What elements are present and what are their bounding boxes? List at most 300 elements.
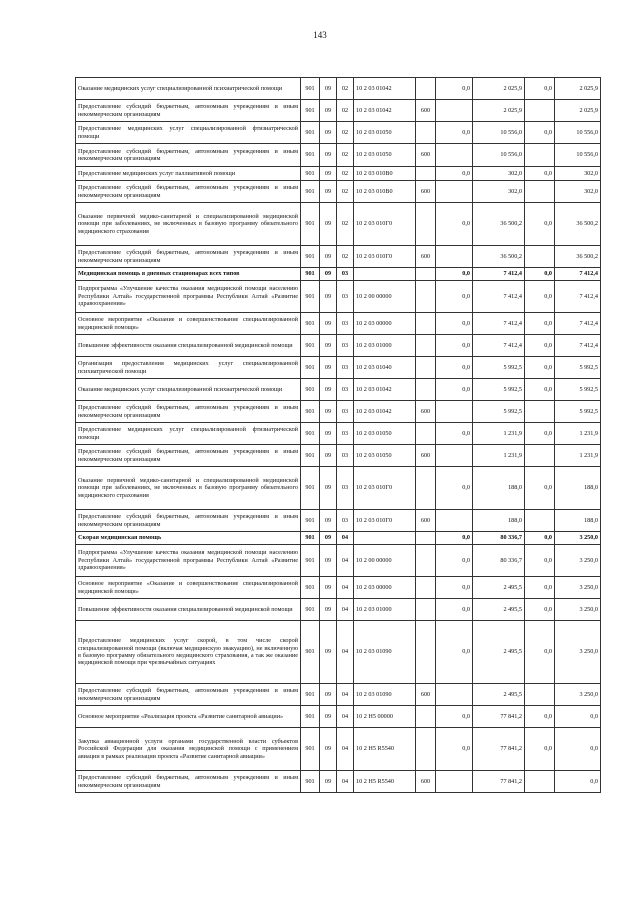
subsection-code: 03 [337, 401, 354, 423]
target-article: 10 2 03 01000 [354, 599, 416, 621]
amount-3: 0,0 [525, 706, 555, 728]
section-code: 09 [320, 728, 337, 771]
subsection-code: 02 [337, 100, 354, 122]
amount-2: 5 992,5 [473, 379, 525, 401]
amount-4: 0,0 [555, 706, 601, 728]
amount-2: 80 336,7 [473, 545, 525, 577]
subsection-code: 02 [337, 122, 354, 144]
amount-2: 77 841,2 [473, 771, 525, 793]
subsection-code: 04 [337, 599, 354, 621]
target-article: 10 2 03 010Г0 [354, 510, 416, 532]
row-name: Повышение эффективности оказания специализированной медицинской помощи [76, 599, 301, 621]
amount-1: 0,0 [436, 281, 473, 313]
admin-code: 901 [301, 246, 320, 268]
amount-3: 0,0 [525, 532, 555, 545]
amount-2: 5 992,5 [473, 401, 525, 423]
row-name: Предоставление медицинских услуг специализированной фтизиатрической помощи [76, 122, 301, 144]
table-row [76, 706, 601, 728]
section-code: 09 [320, 100, 337, 122]
amount-3: 0,0 [525, 728, 555, 771]
table-row [76, 246, 601, 268]
target-article: 10 2 03 01040 [354, 357, 416, 379]
section-code: 09 [320, 268, 337, 281]
amount-3: 0,0 [525, 313, 555, 335]
amount-1: 0,0 [436, 599, 473, 621]
table-row [76, 335, 601, 357]
amount-4: 1 231,9 [555, 445, 601, 467]
subsection-code: 03 [337, 357, 354, 379]
amount-1: 0,0 [436, 706, 473, 728]
target-article: 10 2 03 01000 [354, 335, 416, 357]
expense-type [416, 545, 436, 577]
subsection-code: 03 [337, 445, 354, 467]
expense-type: 600 [416, 246, 436, 268]
table-row [76, 545, 601, 577]
amount-2: 188,0 [473, 510, 525, 532]
amount-2: 1 231,9 [473, 445, 525, 467]
expense-type [416, 423, 436, 445]
section-code: 09 [320, 203, 337, 246]
expense-type [416, 577, 436, 599]
amount-3: 0,0 [525, 599, 555, 621]
amount-3 [525, 510, 555, 532]
target-article [354, 268, 416, 281]
amount-2: 36 500,2 [473, 203, 525, 246]
amount-1 [436, 684, 473, 706]
amount-1: 0,0 [436, 467, 473, 510]
amount-4: 36 500,2 [555, 203, 601, 246]
amount-2: 2 495,5 [473, 577, 525, 599]
section-code: 09 [320, 771, 337, 793]
row-name: Предоставление субсидий бюджетным, автономным учреждениям и иным некоммерческим организациям [76, 181, 301, 203]
amount-3: 0,0 [525, 357, 555, 379]
amount-1: 0,0 [436, 122, 473, 144]
amount-4: 7 412,4 [555, 313, 601, 335]
row-name: Основное мероприятие «Реализация проекта «Развитие санитарной авиации» [76, 706, 301, 728]
target-article: 10 2 03 01042 [354, 78, 416, 100]
table-row [76, 467, 601, 510]
target-article: 10 2 03 01050 [354, 445, 416, 467]
amount-4: 3 250,0 [555, 532, 601, 545]
admin-code: 901 [301, 684, 320, 706]
admin-code: 901 [301, 423, 320, 445]
section-code: 09 [320, 313, 337, 335]
section-code: 09 [320, 246, 337, 268]
amount-1: 0,0 [436, 167, 473, 181]
row-name: Предоставление субсидий бюджетным, автономным учреждениям и иным некоммерческим организациям [76, 246, 301, 268]
amount-1: 0,0 [436, 532, 473, 545]
amount-3 [525, 246, 555, 268]
row-name: Подпрограмма «Улучшение качества оказания медицинской помощи населению Республики Алтай» государственной программы Республики Алтай «Развитие здравоохранения» [76, 545, 301, 577]
subsection-code: 02 [337, 144, 354, 167]
table-row [76, 728, 601, 771]
admin-code: 901 [301, 313, 320, 335]
amount-3: 0,0 [525, 78, 555, 100]
admin-code: 901 [301, 532, 320, 545]
row-name: Предоставление субсидий бюджетным, автономным учреждениям и иным некоммерческим организациям [76, 445, 301, 467]
admin-code: 901 [301, 467, 320, 510]
section-code: 09 [320, 281, 337, 313]
amount-3: 0,0 [525, 577, 555, 599]
table-row [76, 122, 601, 144]
amount-1 [436, 181, 473, 203]
target-article: 10 2 03 010Г0 [354, 467, 416, 510]
row-name: Оказание медицинских услуг специализированной психиатрической помощи [76, 78, 301, 100]
amount-2: 77 841,2 [473, 706, 525, 728]
admin-code: 901 [301, 100, 320, 122]
row-name: Медицинская помощь в дневных стационарах всех типов [76, 268, 301, 281]
amount-2: 188,0 [473, 467, 525, 510]
section-code: 09 [320, 423, 337, 445]
section-code: 09 [320, 599, 337, 621]
admin-code: 901 [301, 335, 320, 357]
amount-3: 0,0 [525, 122, 555, 144]
admin-code: 901 [301, 728, 320, 771]
row-name: Предоставление субсидий бюджетным, автономным учреждениям и иным некоммерческим организациям [76, 684, 301, 706]
amount-3: 0,0 [525, 423, 555, 445]
row-name: Предоставление субсидий бюджетным, автономным учреждениям и иным некоммерческим организациям [76, 100, 301, 122]
amount-2: 7 412,4 [473, 281, 525, 313]
amount-2: 2 495,5 [473, 621, 525, 684]
row-name: Скорая медицинская помощь [76, 532, 301, 545]
subsection-code: 03 [337, 379, 354, 401]
amount-4: 188,0 [555, 467, 601, 510]
amount-4: 302,0 [555, 181, 601, 203]
subsection-code: 03 [337, 313, 354, 335]
subsection-code: 03 [337, 268, 354, 281]
row-name: Основное мероприятие «Оказание и совершенствование специализированной медицинской помощи» [76, 577, 301, 599]
target-article: 10 2 03 01042 [354, 100, 416, 122]
subsection-code: 02 [337, 203, 354, 246]
target-article: 10 2 00 00000 [354, 545, 416, 577]
amount-4: 7 412,4 [555, 268, 601, 281]
expense-type [416, 313, 436, 335]
table-row [76, 144, 601, 167]
section-code: 09 [320, 510, 337, 532]
subsection-code: 04 [337, 706, 354, 728]
expense-type [416, 203, 436, 246]
admin-code: 901 [301, 268, 320, 281]
amount-1 [436, 445, 473, 467]
admin-code: 901 [301, 203, 320, 246]
admin-code: 901 [301, 122, 320, 144]
amount-4: 0,0 [555, 728, 601, 771]
amount-3: 0,0 [525, 167, 555, 181]
section-code: 09 [320, 167, 337, 181]
amount-1: 0,0 [436, 268, 473, 281]
expense-type [416, 706, 436, 728]
expense-type [416, 78, 436, 100]
section-code: 09 [320, 122, 337, 144]
admin-code: 901 [301, 78, 320, 100]
table-row [76, 577, 601, 599]
amount-4: 2 025,9 [555, 100, 601, 122]
target-article: 10 2 00 00000 [354, 281, 416, 313]
amount-1 [436, 771, 473, 793]
amount-1 [436, 100, 473, 122]
section-code: 09 [320, 379, 337, 401]
amount-4: 7 412,4 [555, 335, 601, 357]
amount-3 [525, 684, 555, 706]
amount-4: 0,0 [555, 771, 601, 793]
row-name: Предоставление медицинских услуг паллиативной помощи [76, 167, 301, 181]
row-name: Организация предоставления медицинских услуг специализированной психиатрической помощи [76, 357, 301, 379]
table-row [76, 423, 601, 445]
amount-2: 302,0 [473, 181, 525, 203]
amount-2: 2 495,5 [473, 684, 525, 706]
amount-4: 1 231,9 [555, 423, 601, 445]
row-name: Предоставление медицинских услуг скорой, в том числе скорой специализированной помощи (включая медицинскую эвакуацию), не включенную в базовую программу обязательного медицинского страхования, а так же оказание медицинской помощи при чрезвычайных ситуациях [76, 621, 301, 684]
amount-3: 0,0 [525, 268, 555, 281]
amount-3: 0,0 [525, 467, 555, 510]
section-code: 09 [320, 706, 337, 728]
section-code: 09 [320, 684, 337, 706]
section-code: 09 [320, 445, 337, 467]
admin-code: 901 [301, 545, 320, 577]
admin-code: 901 [301, 599, 320, 621]
section-code: 09 [320, 401, 337, 423]
table-row [76, 532, 601, 545]
amount-2: 302,0 [473, 167, 525, 181]
amount-3 [525, 100, 555, 122]
amount-4: 3 250,0 [555, 545, 601, 577]
amount-4: 10 556,0 [555, 144, 601, 167]
row-name: Предоставление медицинских услуг специализированной фтизиатрической помощи [76, 423, 301, 445]
admin-code: 901 [301, 706, 320, 728]
subsection-code: 03 [337, 281, 354, 313]
amount-4: 36 500,2 [555, 246, 601, 268]
amount-4: 10 556,0 [555, 122, 601, 144]
row-name: Оказание медицинских услуг специализированной психиатрической помощи [76, 379, 301, 401]
amount-1 [436, 510, 473, 532]
admin-code: 901 [301, 167, 320, 181]
subsection-code: 04 [337, 577, 354, 599]
row-name: Предоставление субсидий бюджетным, автономным учреждениям и иным некоммерческим организациям [76, 144, 301, 167]
table-row [76, 313, 601, 335]
amount-2: 77 841,2 [473, 728, 525, 771]
amount-1: 0,0 [436, 621, 473, 684]
table-row [76, 203, 601, 246]
amount-4: 3 250,0 [555, 621, 601, 684]
subsection-code: 04 [337, 771, 354, 793]
target-article: 10 2 Н5 R5540 [354, 728, 416, 771]
target-article: 10 2 Н5 00000 [354, 706, 416, 728]
section-code: 09 [320, 577, 337, 599]
section-code: 09 [320, 357, 337, 379]
admin-code: 901 [301, 771, 320, 793]
subsection-code: 02 [337, 78, 354, 100]
expense-type: 600 [416, 445, 436, 467]
admin-code: 901 [301, 281, 320, 313]
subsection-code: 02 [337, 246, 354, 268]
section-code: 09 [320, 78, 337, 100]
amount-2: 36 500,2 [473, 246, 525, 268]
expense-type: 600 [416, 510, 436, 532]
target-article: 10 2 03 010Г0 [354, 246, 416, 268]
table-row [76, 281, 601, 313]
expense-type [416, 599, 436, 621]
target-article: 10 2 03 010В0 [354, 167, 416, 181]
amount-3 [525, 401, 555, 423]
admin-code: 901 [301, 144, 320, 167]
target-article: 10 2 03 010Г0 [354, 203, 416, 246]
amount-2: 7 412,4 [473, 313, 525, 335]
amount-2: 5 992,5 [473, 357, 525, 379]
expense-type [416, 532, 436, 545]
subsection-code: 03 [337, 335, 354, 357]
table-row [76, 268, 601, 281]
expense-type: 600 [416, 401, 436, 423]
subsection-code: 02 [337, 181, 354, 203]
subsection-code: 04 [337, 621, 354, 684]
amount-2: 7 412,4 [473, 268, 525, 281]
amount-3: 0,0 [525, 281, 555, 313]
amount-1: 0,0 [436, 313, 473, 335]
table-row [76, 78, 601, 100]
amount-2: 2 025,9 [473, 78, 525, 100]
subsection-code: 03 [337, 510, 354, 532]
amount-2: 7 412,4 [473, 335, 525, 357]
expense-type [416, 621, 436, 684]
section-code: 09 [320, 335, 337, 357]
table-row [76, 599, 601, 621]
amount-2: 1 231,9 [473, 423, 525, 445]
amount-1: 0,0 [436, 379, 473, 401]
row-name: Основное мероприятие «Оказание и совершенствование специализированной медицинской помощи» [76, 313, 301, 335]
amount-3 [525, 144, 555, 167]
target-article: 10 2 03 01042 [354, 379, 416, 401]
target-article: 10 2 03 01090 [354, 621, 416, 684]
table-row [76, 181, 601, 203]
amount-1: 0,0 [436, 577, 473, 599]
amount-4: 7 412,4 [555, 281, 601, 313]
table-row [76, 771, 601, 793]
table-row [76, 621, 601, 684]
amount-2: 2 025,9 [473, 100, 525, 122]
section-code: 09 [320, 545, 337, 577]
admin-code: 901 [301, 621, 320, 684]
amount-4: 188,0 [555, 510, 601, 532]
admin-code: 901 [301, 181, 320, 203]
amount-2: 80 336,7 [473, 532, 525, 545]
page-number: 143 [313, 30, 327, 40]
amount-4: 5 992,5 [555, 357, 601, 379]
target-article: 10 2 Н5 R5540 [354, 771, 416, 793]
amount-2: 10 556,0 [473, 144, 525, 167]
table-row [76, 401, 601, 423]
expense-type [416, 467, 436, 510]
amount-4: 2 025,9 [555, 78, 601, 100]
row-name: Подпрограмма «Улучшение качества оказания медицинской помощи населению Республики Алтай» государственной программы Республики Алтай «Развитие здравоохранения» [76, 281, 301, 313]
amount-4: 302,0 [555, 167, 601, 181]
target-article: 10 2 03 01042 [354, 401, 416, 423]
amount-1: 0,0 [436, 335, 473, 357]
amount-1: 0,0 [436, 545, 473, 577]
subsection-code: 03 [337, 467, 354, 510]
row-name: Повышение эффективности оказания специализированной медицинской помощи [76, 335, 301, 357]
table-row [76, 510, 601, 532]
section-code: 09 [320, 181, 337, 203]
target-article: 10 2 03 00000 [354, 577, 416, 599]
target-article: 10 2 03 01050 [354, 144, 416, 167]
row-name: Закупка авиационной услуги органами государственной власти субъектов Российской Федерации для оказания медицинской помощи с применением авиации в рамках реализации проекта «Развитие санитарной авиации» [76, 728, 301, 771]
subsection-code: 03 [337, 423, 354, 445]
amount-1: 0,0 [436, 728, 473, 771]
admin-code: 901 [301, 510, 320, 532]
amount-4: 5 992,5 [555, 379, 601, 401]
section-code: 09 [320, 532, 337, 545]
amount-3: 0,0 [525, 621, 555, 684]
table-row [76, 357, 601, 379]
budget-table [75, 77, 601, 793]
amount-4: 3 250,0 [555, 577, 601, 599]
table-row [76, 167, 601, 181]
amount-1: 0,0 [436, 357, 473, 379]
amount-1: 0,0 [436, 78, 473, 100]
target-article: 10 2 03 010В0 [354, 181, 416, 203]
amount-4: 5 992,5 [555, 401, 601, 423]
table-row [76, 379, 601, 401]
subsection-code: 04 [337, 728, 354, 771]
amount-3: 0,0 [525, 335, 555, 357]
section-code: 09 [320, 621, 337, 684]
row-name: Предоставление субсидий бюджетным, автономным учреждениям и иным некоммерческим организациям [76, 771, 301, 793]
amount-2: 10 556,0 [473, 122, 525, 144]
table-row [76, 445, 601, 467]
table-row [76, 684, 601, 706]
expense-type [416, 268, 436, 281]
subsection-code: 02 [337, 167, 354, 181]
table-body [76, 78, 601, 793]
target-article: 10 2 03 01050 [354, 423, 416, 445]
admin-code: 901 [301, 577, 320, 599]
section-code: 09 [320, 144, 337, 167]
table-row [76, 100, 601, 122]
expense-type [416, 379, 436, 401]
admin-code: 901 [301, 401, 320, 423]
subsection-code: 04 [337, 545, 354, 577]
expense-type [416, 122, 436, 144]
amount-1: 0,0 [436, 203, 473, 246]
amount-3 [525, 445, 555, 467]
target-article: 10 2 03 01050 [354, 122, 416, 144]
admin-code: 901 [301, 445, 320, 467]
row-name: Предоставление субсидий бюджетным, автономным учреждениям и иным некоммерческим организациям [76, 401, 301, 423]
amount-1 [436, 246, 473, 268]
target-article [354, 532, 416, 545]
amount-4: 3 250,0 [555, 684, 601, 706]
row-name: Предоставление субсидий бюджетным, автономным учреждениям и иным некоммерческим организациям [76, 510, 301, 532]
admin-code: 901 [301, 357, 320, 379]
amount-3 [525, 771, 555, 793]
amount-4: 3 250,0 [555, 599, 601, 621]
admin-code: 901 [301, 379, 320, 401]
section-code: 09 [320, 467, 337, 510]
amount-3: 0,0 [525, 545, 555, 577]
amount-1 [436, 401, 473, 423]
expense-type: 600 [416, 684, 436, 706]
amount-2: 2 495,5 [473, 599, 525, 621]
row-name: Оказание первичной медико-санитарной и специализированной медицинской помощи при заболеваниях, не включенных в базовую программу обязательного медицинского страхования [76, 467, 301, 510]
amount-1 [436, 144, 473, 167]
amount-3: 0,0 [525, 379, 555, 401]
row-name: Оказание первичной медико-санитарной и специализированной медицинской помощи при заболеваниях, не включенных в базовую программу обязательного медицинского страхования [76, 203, 301, 246]
expense-type: 600 [416, 144, 436, 167]
target-article: 10 2 03 01090 [354, 684, 416, 706]
subsection-code: 04 [337, 532, 354, 545]
amount-1: 0,0 [436, 423, 473, 445]
expense-type: 600 [416, 771, 436, 793]
